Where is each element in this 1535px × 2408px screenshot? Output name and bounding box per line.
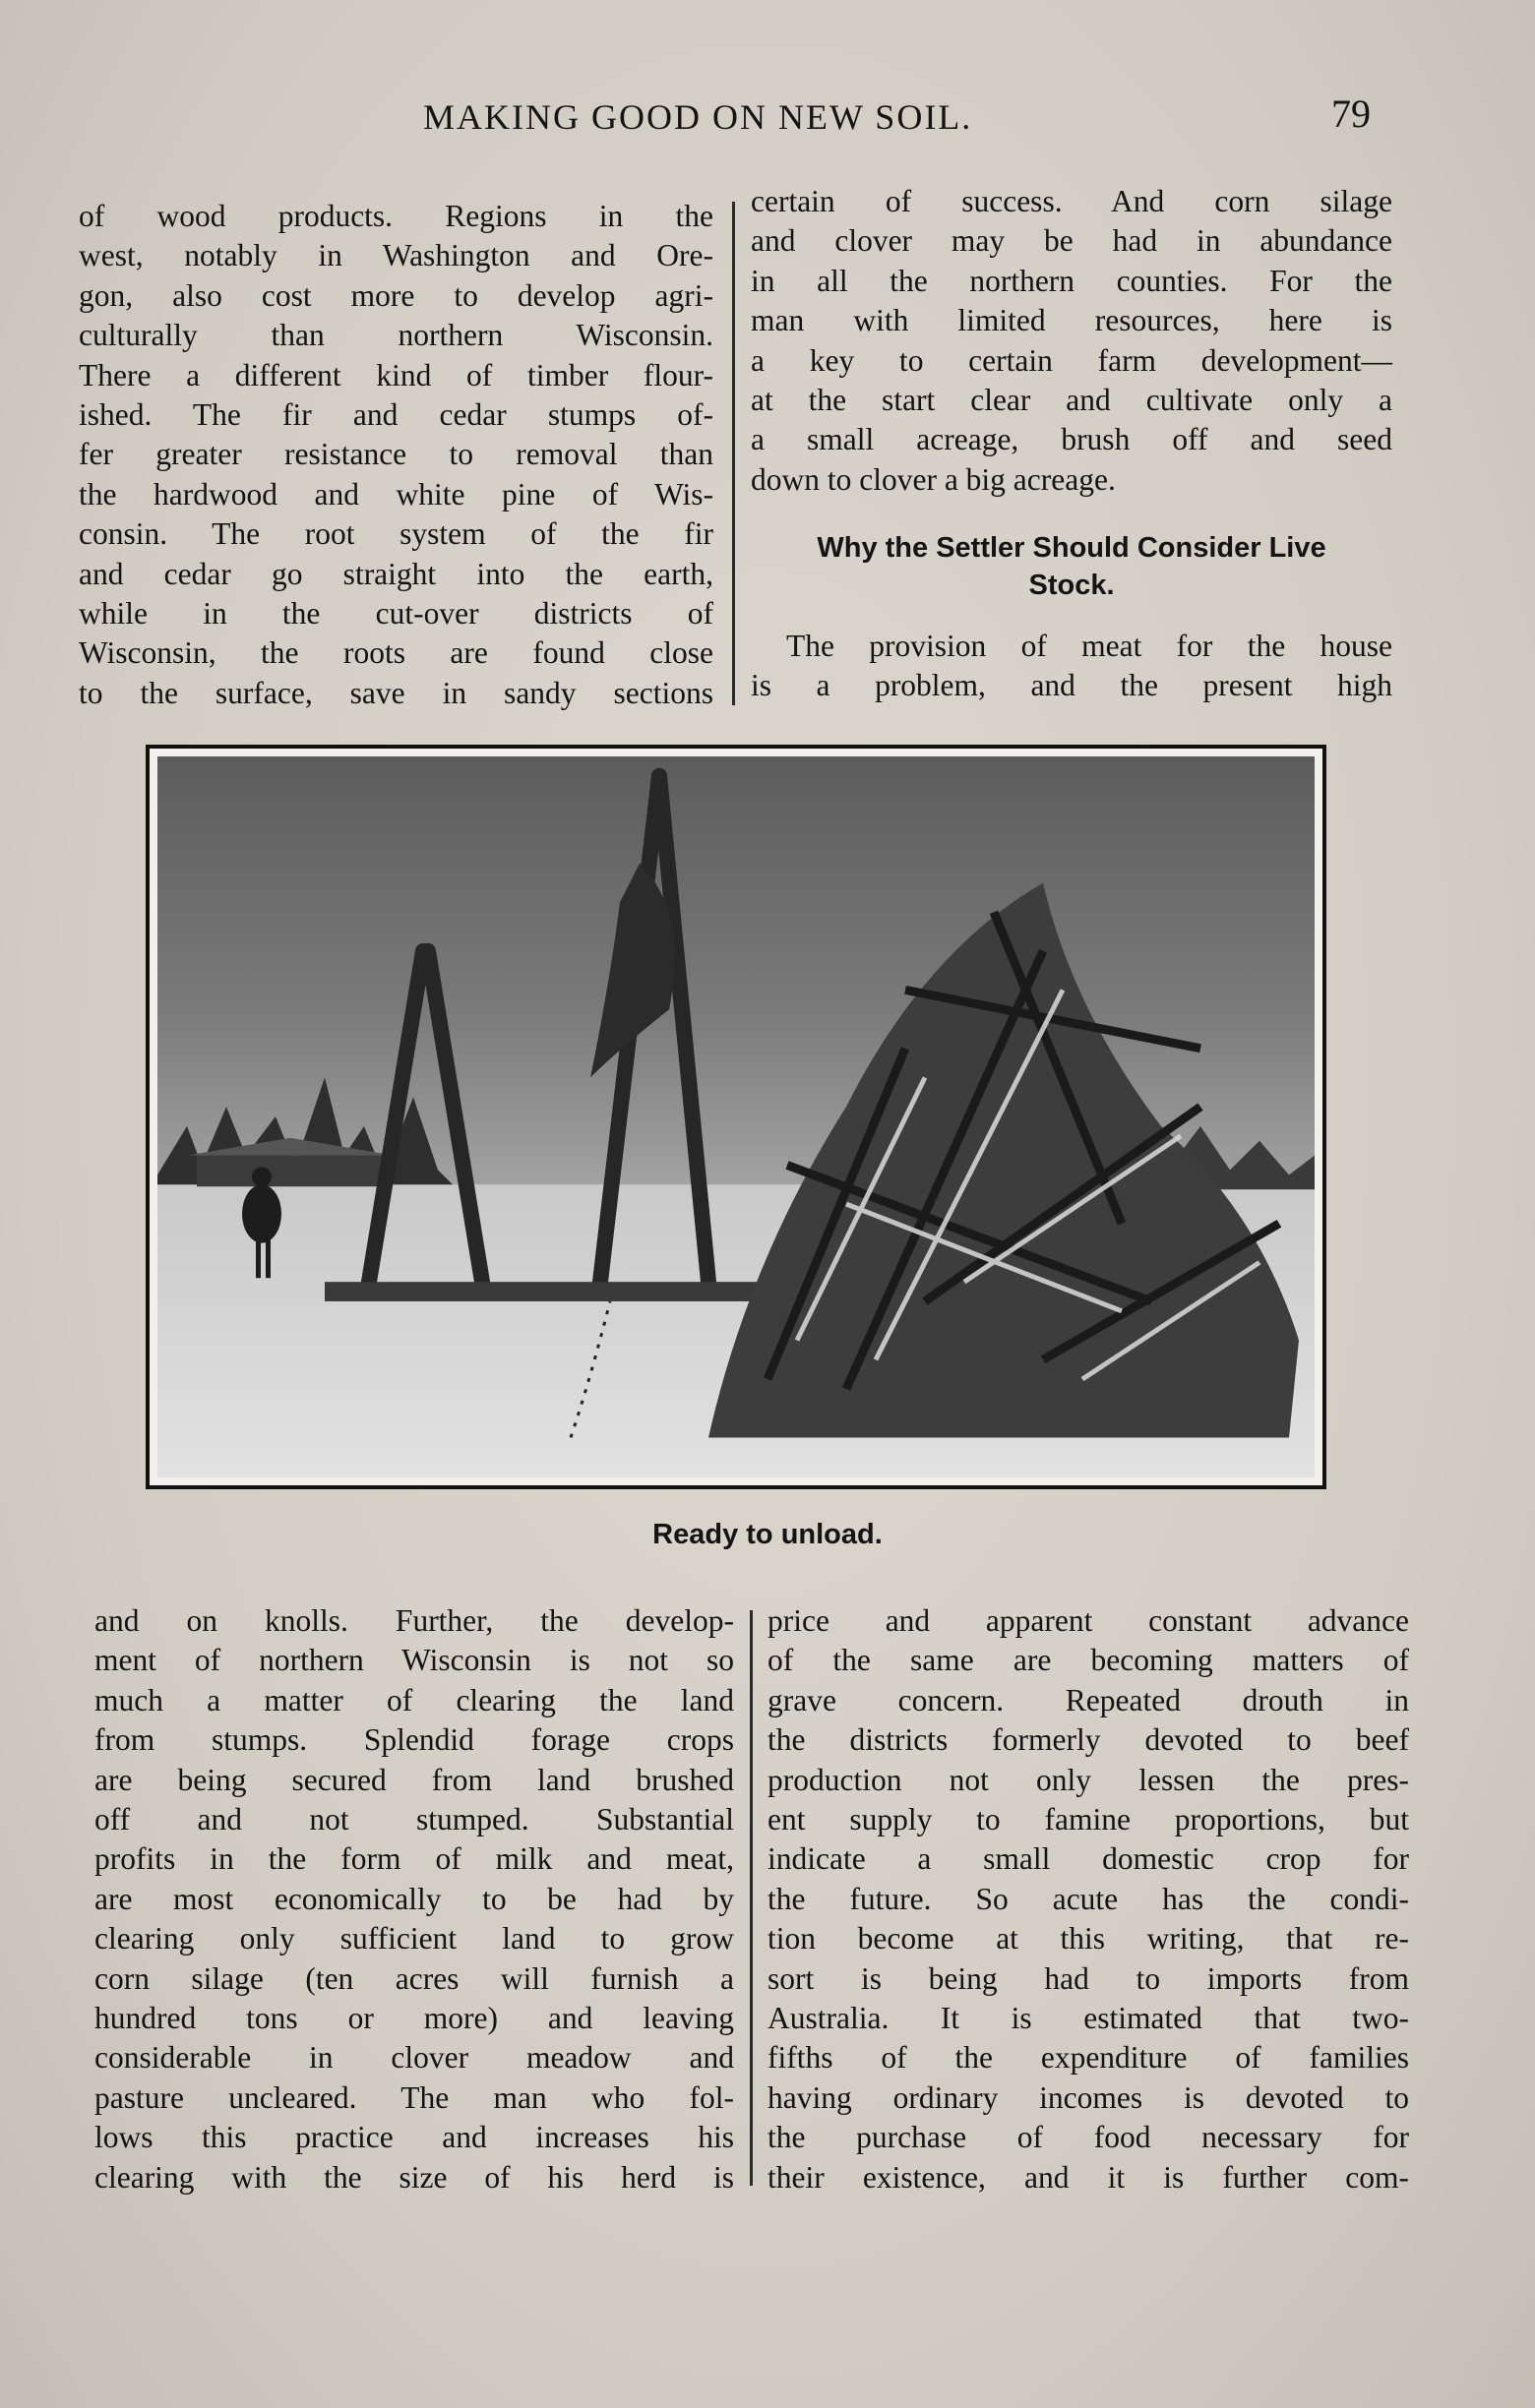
text-line: man with limited resources, here is: [751, 303, 1392, 338]
text-line: fer greater resistance to removal than: [79, 437, 713, 472]
text-line: culturally than northern Wisconsin.: [79, 318, 713, 353]
text-line: to the surface, save in sandy sections: [79, 675, 713, 710]
text-line: ent supply to famine proportions, but: [768, 1802, 1409, 1837]
text-line: tion become at this writing, that re-: [768, 1921, 1409, 1956]
text-line: west, notably in Washington and Ore-: [79, 238, 713, 273]
text-line: in all the northern counties. For the: [751, 263, 1392, 298]
photograph-illustration: [157, 756, 1315, 1477]
text-line: lows this practice and increases his: [94, 2120, 734, 2155]
text-line: is a problem, and the present high: [751, 668, 1392, 703]
section-heading-line: Stock.: [1028, 570, 1115, 601]
text-line: the purchase of food necessary for: [768, 2120, 1409, 2155]
column-rule: [750, 1610, 753, 2186]
photo-caption: Ready to unload.: [652, 1519, 883, 1550]
text-line: their existence, and it is further com-: [768, 2159, 1409, 2195]
text-line: off and not stumped. Substantial: [94, 1802, 734, 1837]
text-line: are most economically to be had by: [94, 1881, 734, 1916]
text-line: ished. The fir and cedar stumps of-: [79, 397, 713, 433]
text-line: down to clover a big acreage.: [751, 461, 1116, 497]
text-line: of wood products. Regions in the: [79, 199, 713, 233]
text-line: and clover may be had in abundance: [751, 223, 1392, 259]
column-bottom-left: [94, 1601, 734, 2197]
text-line: a small acreage, brush off and seed: [751, 422, 1392, 457]
text-line: at the start clear and cultivate only a: [751, 383, 1392, 418]
text-line: a key to certain farm development—: [751, 342, 1392, 378]
text-line: pasture uncleared. The man who fol-: [94, 2079, 734, 2115]
text-line: while in the cut-over districts of: [79, 596, 713, 632]
text-line: grave concern. Repeated drouth in: [768, 1682, 1409, 1717]
text-line: the future. So acute has the condi-: [768, 1881, 1409, 1916]
column-top-left: [79, 197, 713, 713]
text-line: There a different kind of timber flour-: [79, 357, 713, 392]
text-line: of the same are becoming matters of: [768, 1643, 1409, 1678]
text-line: are being secured from land brushed: [94, 1762, 734, 1797]
column-top-right: [751, 182, 1392, 500]
text-line: hundred tons or more) and leaving: [94, 2001, 734, 2036]
text-line: gon, also cost more to develop agri-: [79, 277, 713, 313]
text-line: corn silage (ten acres will furnish a: [94, 1960, 734, 1996]
page-number: 79: [1331, 91, 1371, 136]
text-line: Australia. It is estimated that two-: [768, 2001, 1409, 2036]
text-line: having ordinary incomes is devoted to: [768, 2079, 1409, 2115]
text-line: fifths of the expenditure of families: [768, 2040, 1409, 2076]
text-line: from stumps. Splendid forage crops: [94, 1722, 734, 1758]
photograph-stump-pile: [157, 756, 1315, 1477]
section-heading: [751, 529, 1392, 604]
text-line: clearing with the size of his herd is: [94, 2159, 734, 2195]
text-line: certain of success. And corn silage: [751, 184, 1392, 218]
text-line: clearing only sufficient land to grow: [94, 1921, 734, 1956]
column-bottom-right: [768, 1601, 1409, 2197]
column-rule: [732, 202, 735, 705]
text-line: the hardwood and white pine of Wis-: [79, 476, 713, 512]
text-line: price and apparent constant advance: [768, 1603, 1409, 1638]
text-line: considerable in clover meadow and: [94, 2040, 734, 2076]
text-line: and cedar go straight into the earth,: [79, 556, 713, 591]
text-line: sort is being had to imports from: [768, 1960, 1409, 1996]
text-line: Wisconsin, the roots are found close: [79, 635, 713, 671]
text-line: and on knolls. Further, the develop-: [94, 1603, 734, 1638]
text-line: indicate a small domestic crop for: [768, 1841, 1409, 1877]
text-line: production not only lessen the pres-: [768, 1762, 1409, 1797]
text-line: the districts formerly devoted to beef: [768, 1722, 1409, 1758]
section-heading-line: Why the Settler Should Consider Live: [817, 532, 1326, 564]
text-line: much a matter of clearing the land: [94, 1682, 734, 1717]
running-head: MAKING GOOD ON NEW SOIL.: [423, 97, 973, 137]
paragraph-meat: [751, 627, 1392, 706]
text-line: consin. The root system of the fir: [79, 516, 713, 552]
text-line: profits in the form of milk and meat,: [94, 1841, 734, 1877]
text-line: ment of northern Wisconsin is not so: [94, 1643, 734, 1678]
text-line: The provision of meat for the house: [786, 629, 1392, 663]
photograph-frame: [146, 745, 1326, 1489]
